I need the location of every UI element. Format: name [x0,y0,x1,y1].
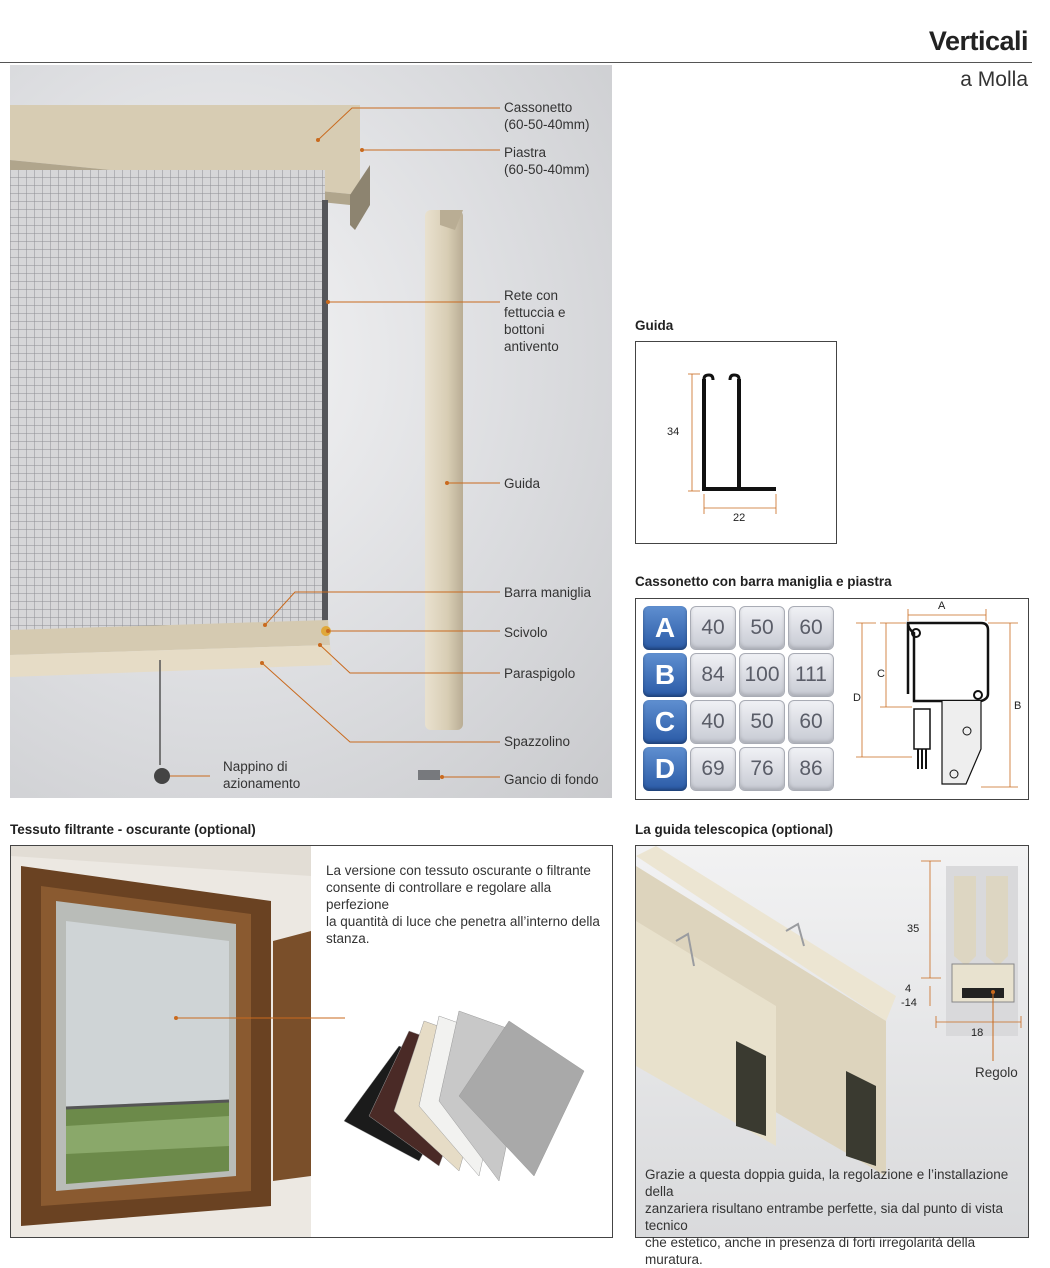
cassonetto-heading: Cassonetto con barra maniglia e piastra [635,574,892,589]
cassonetto-dim-c: C [877,668,885,680]
cassonetto-dim-b: B [1014,700,1022,712]
table-value-cell: 60 [788,606,834,650]
header-rule [0,62,1032,63]
tessuto-description [326,862,612,947]
label-barra-maniglia: Barra maniglia [504,585,592,600]
label-spazzolino: Spazzolino [504,734,571,749]
regolo-label: Regolo [975,1065,1018,1080]
fabric-swatches [329,1001,589,1181]
table-row [643,700,834,744]
cassonetto-dim-d: D [853,692,861,704]
table-value-cell: 50 [739,606,785,650]
label-cassonetto-line2: (60-50-40mm) [504,117,590,132]
label-cassonetto-line1: Cassonetto [504,100,573,115]
table-value-cell: 111 [788,653,834,697]
table-value-cell: 76 [739,747,785,791]
label-scivolo: Scivolo [504,625,548,640]
label-piastra-line1: Piastra [504,145,547,160]
cassonetto-box [635,598,1029,800]
table-row [643,747,834,791]
telescopica-text-line3: che estetico, anche in presenza di forti irregolarità della muratura. [645,1235,976,1267]
table-letter-cell: B [643,653,687,697]
table-row [643,606,834,650]
cassonetto-dim-a: A [938,600,946,612]
screen-fabric [66,921,229,1108]
telescopica-dim-35: 35 [907,923,920,935]
label-piastra [504,144,590,178]
page-subtitle: a Molla [960,68,1028,91]
label-paraspigolo: Paraspigolo [504,666,576,681]
table-letter-cell: D [643,747,687,791]
guida-rail-shape [425,210,463,730]
page-title: Verticali [928,26,1028,56]
table-value-cell: 84 [690,653,736,697]
guida-dim-width: 22 [733,512,746,524]
tessuto-text-line4: stanza. [326,931,370,946]
label-cassonetto [504,99,590,133]
telescopica-dim-4: 4 [905,983,912,995]
label-rete-line3: bottoni [504,322,545,337]
telescopica-text-line2: zanzariera risultano entrambe perfette, sia dal punto di vista tecnico [645,1201,1003,1233]
nappino-knob [154,768,170,784]
table-letter-cell: C [643,700,687,744]
cassonetto-profile-drawing [846,599,1026,799]
guida-heading: Guida [635,318,674,333]
label-nappino-line2: azionamento [223,776,301,791]
guida-profile-box [635,341,837,544]
product-illustration [10,65,612,798]
tessuto-text-line2: consente di controllare e regolare alla perfezione [326,880,552,912]
dimension-table [640,603,837,794]
tessuto-heading: Tessuto filtrante - oscurante (optional) [10,822,256,837]
tessuto-box [10,845,613,1238]
label-rete-line4: antivento [504,339,559,354]
label-rete [504,287,566,355]
table-value-cell: 40 [690,606,736,650]
window-photo [11,846,311,1237]
table-value-cell: 50 [739,700,785,744]
label-rete-line1: Rete con [504,288,559,303]
label-guida: Guida [504,476,541,491]
label-nappino [223,758,300,792]
telescopica-description [645,1166,1028,1268]
table-value-cell: 40 [690,700,736,744]
telescopica-text-line1: Grazie a questa doppia guida, la regolazione e l’installazione della [645,1167,1009,1199]
table-value-cell: 100 [739,653,785,697]
table-value-cell: 69 [690,747,736,791]
tessuto-text-line3: la quantità di luce che penetra all’interno della [326,914,600,929]
tessuto-text-line1: La versione con tessuto oscurante o filtrante [326,863,591,878]
telescopica-dim-18: 18 [971,1027,984,1039]
telescopica-box [635,845,1029,1267]
table-value-cell: 86 [788,747,834,791]
label-gancio: Gancio di fondo [504,772,599,787]
table-letter-cell: A [643,606,687,650]
telescopica-dim-14: -14 [901,997,917,1009]
telescopica-heading: La guida telescopica (optional) [635,822,834,837]
label-piastra-line2: (60-50-40mm) [504,162,590,177]
table-value-cell: 60 [788,700,834,744]
table-row [643,653,834,697]
guida-dim-height: 34 [667,426,680,438]
label-nappino-line1: Nappino di [223,759,288,774]
label-rete-line2: fettuccia e [504,305,566,320]
mesh-net [10,170,325,630]
gancio-shape [418,770,440,780]
